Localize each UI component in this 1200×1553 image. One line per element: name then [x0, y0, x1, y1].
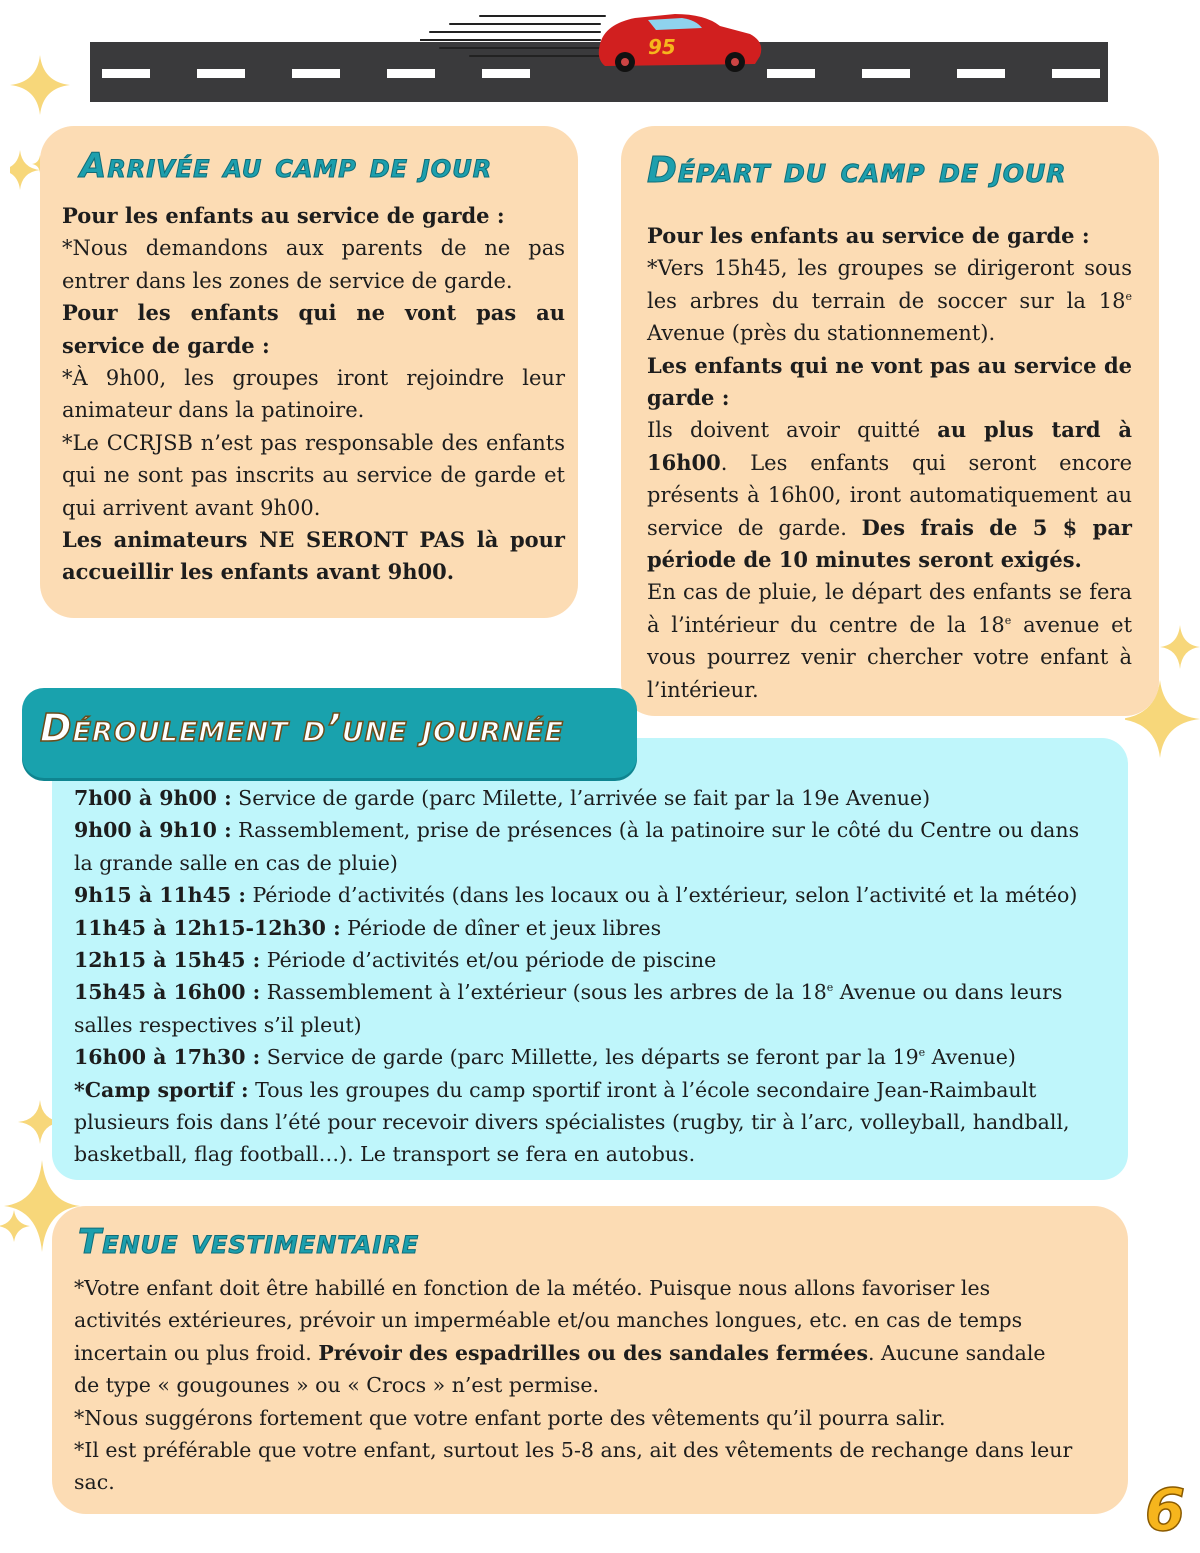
clothing-paragraph: *Nous suggérons fortement que votre enfant porte des vêtements qu’il pourra salir.: [74, 1405, 946, 1430]
road-dash: [292, 69, 340, 78]
clothing-panel: [52, 1206, 1128, 1514]
schedule-panel: [52, 738, 1128, 1180]
clothing-paragraph: *Il est préférable que votre enfant, surtout les 5-8 ans, ait des vêtements de rechange dans leur sac.: [74, 1438, 1073, 1495]
race-car-icon: [420, 4, 770, 74]
arrival-heading-no-daycare: Pour les enfants qui ne vont pas au service de garde :: [62, 300, 565, 358]
arrival-paragraph: *À 9h00, les groupes iront rejoindre leur animateur dans la patinoire.: [62, 366, 565, 423]
page-number: 6: [1144, 1476, 1186, 1544]
departure-heading-no-daycare: Les enfants qui ne vont pas au service de garde :: [647, 352, 1132, 411]
road-dash: [862, 69, 910, 78]
schedule-item: 7h00 à 9h00 : Service de garde (parc Milette, l’arrivée se fait par la 19e Avenue): [74, 786, 931, 810]
arrival-heading-daycare: Pour les enfants au service de garde :: [62, 203, 505, 228]
clothing-body: [74, 1272, 1074, 1499]
schedule-item: 9h00 à 9h10 : Rassemblement, prise de présences (à la patinoire sur le côté du Centre ou dans la grande salle en cas de pluie): [74, 818, 1080, 875]
road-dash: [767, 69, 815, 78]
road-dash: [102, 69, 150, 78]
schedule-item: 16h00 à 17h30 : Service de garde (parc Millette, les départs se feront par la 19e Avenue): [74, 1045, 1016, 1070]
arrival-paragraph: *Nous demandons aux parents de ne pas entrer dans les zones de service de garde.: [62, 236, 565, 293]
schedule-title: Déroulement d’une journée: [40, 706, 565, 750]
arrival-body: [62, 200, 565, 589]
departure-panel: [621, 126, 1159, 716]
road-dash: [1052, 69, 1100, 78]
departure-title: Départ du camp de jour: [647, 150, 1067, 191]
departure-paragraph: En cas de pluie, le départ des enfants se fera à l’intérieur du centre de la 18e avenue et vous pourrez venir chercher votre enfant à l’intérieur.: [647, 580, 1133, 702]
road-dash: [957, 69, 1005, 78]
departure-paragraph: *Vers 15h45, les groupes se dirigeront sous les arbres du terrain de soccer sur la 18e Avenue (près du stationnement).: [647, 256, 1132, 346]
schedule-list: [74, 782, 1094, 1171]
schedule-item: *Camp sportif : Tous les groupes du camp sportif iront à l’école secondaire Jean-Raimbault plusieurs fois dans l’été pour recevoir divers spécialistes (rugby, tir à l’arc, volleyball, handball, basketball, flag football…). Le transport se fera en autobus.: [74, 1077, 1070, 1167]
arrival-paragraph: *Le CCRJSB n’est pas responsable des enfants qui ne sont pas inscrits au service de garde et qui arrivent avant 9h00.: [62, 430, 565, 520]
schedule-item: 12h15 à 15h45 : Période d’activités et/ou période de piscine: [74, 948, 717, 973]
svg-text:95: 95: [648, 35, 676, 59]
arrival-panel: [40, 126, 578, 618]
departure-fee-notice: Des frais de 5 $ par période de 10 minutes seront exigés.: [647, 514, 1133, 573]
arrival-warning: Les animateurs NE SERONT PAS là pour accueillir les enfants avant 9h00.: [62, 527, 565, 585]
departure-body: [647, 220, 1132, 706]
schedule-item: 15h45 à 16h00 : Rassemblement à l’extérieur (sous les arbres de la 18e Avenue ou dans leurs salles respectives s’il pleut): [74, 980, 1063, 1037]
arrival-title: Arrivée au camp de jour: [80, 146, 493, 186]
schedule-item: 11h45 à 12h15-12h30 : Période de dîner et jeux libres: [74, 915, 662, 940]
road-dash: [197, 69, 245, 78]
schedule-item: 9h15 à 11h45 : Période d’activités (dans les locaux ou à l’extérieur, selon l’activité et la météo): [74, 883, 1078, 908]
departure-heading-daycare: Pour les enfants au service de garde :: [647, 223, 1090, 248]
schedule-banner: [22, 688, 637, 778]
clothing-title: Tenue vestimentaire: [78, 1222, 420, 1262]
departure-paragraph: Ils doivent avoir quitté au plus tard à 16h00. Les enfants qui seront encore présents à 16h00, iront automatiquement au service de garde. Des frais de 5 $ par période de 10 minutes seront exigés.: [647, 417, 1133, 573]
clothing-paragraph: *Votre enfant doit être habillé en fonction de la météo. Puisque nous allons favoriser les activités extérieures, prévoir un imperméable et/ou manches longues, etc. en cas de temps incertain ou plus froid. Prévoir des espadrilles ou des sandales fermées. Aucune sandale de type « gougounes » ou « Crocs » n’est permise.: [74, 1276, 1046, 1398]
